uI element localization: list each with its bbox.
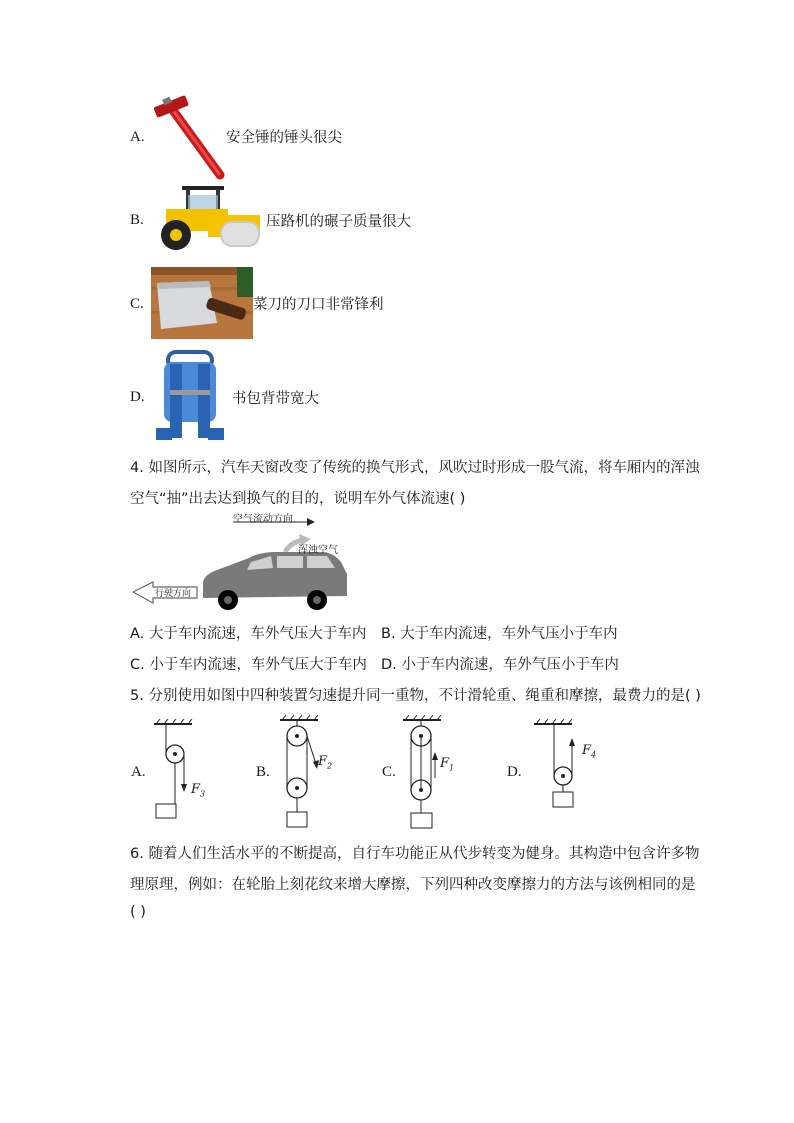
option-text: 压路机的碾子质量很大 — [266, 214, 411, 230]
device-c-letter: C. — [382, 764, 396, 780]
kitchen-cleaver-icon — [151, 267, 253, 339]
q4-option-d: D. 小于车内流速，车外气压小于车内 — [381, 657, 619, 673]
question-4-line-2: 空气“抽”出去达到换气的目的，说明车外气体流速( ) — [130, 491, 466, 507]
force-subscript: 1 — [449, 763, 455, 773]
question-6-line-1: 6. 随着人们生活水平的不断提高，自行车功能正从代步转变为健身。其构造中包含许多物 — [130, 846, 700, 862]
option-text: 安全锤的锤头很尖 — [226, 130, 342, 146]
safety-hammer-icon — [150, 95, 232, 181]
pulley-device-d — [532, 716, 596, 812]
force-symbol: F — [582, 743, 592, 758]
force-label-f2 — [318, 754, 332, 771]
device-d-letter: D. — [507, 764, 522, 780]
option-text: 菜刀的刀口非常锋利 — [253, 297, 384, 313]
pulley-device-a — [148, 716, 212, 824]
backpack-icon — [150, 350, 230, 443]
question-4-line-1: 4. 如图所示，汽车天窗改变了传统的换气形式，风吹过时形成一股气流，将车厢内的浑浊 — [130, 460, 700, 476]
car-sunroof-figure — [133, 512, 353, 614]
q4-option-b: B. 大于车内流速，车外气压小于车内 — [381, 626, 618, 642]
driving-direction-label: 行驶方向 — [155, 589, 192, 599]
option-letter: C. — [130, 296, 144, 312]
force-subscript: 2 — [327, 761, 333, 771]
question-6-line-3: ( ) — [130, 904, 146, 920]
device-a-letter: A. — [131, 764, 146, 780]
dirty-air-label: 浑浊空气 — [298, 545, 338, 556]
option-letter: B. — [130, 212, 144, 228]
force-subscript: 3 — [200, 789, 206, 799]
q4-option-a: A. 大于车内流速，车外气压大于车内 — [130, 626, 367, 642]
force-label-f1 — [440, 756, 454, 773]
force-subscript: 4 — [591, 750, 597, 760]
question-6-line-2: 理原理，例如：在轮胎上刻花纹来增大摩擦，下列四种改变摩擦力的方法与该例相同的是 — [130, 877, 696, 893]
force-label-f3 — [191, 782, 205, 799]
q4-option-c: C. 小于车内流速，车外气压大于车内 — [130, 657, 367, 673]
pulley-device-b — [278, 712, 338, 830]
option-text: 书包背带宽大 — [232, 391, 319, 407]
device-b-letter: B. — [256, 764, 270, 780]
option-letter: A. — [130, 129, 145, 145]
force-symbol: F — [440, 756, 450, 771]
force-symbol: F — [191, 782, 201, 797]
option-letter: D. — [130, 389, 145, 405]
road-roller-icon — [152, 183, 264, 253]
force-symbol: F — [318, 754, 328, 769]
air-flow-label: 空气流动方向 — [233, 514, 293, 525]
question-5-line-1: 5. 分别使用如图中四种装置匀速提升同一重物，不计滑轮重、绳重和摩擦，最费力的是( ) — [130, 688, 701, 704]
force-label-f4 — [582, 743, 596, 760]
